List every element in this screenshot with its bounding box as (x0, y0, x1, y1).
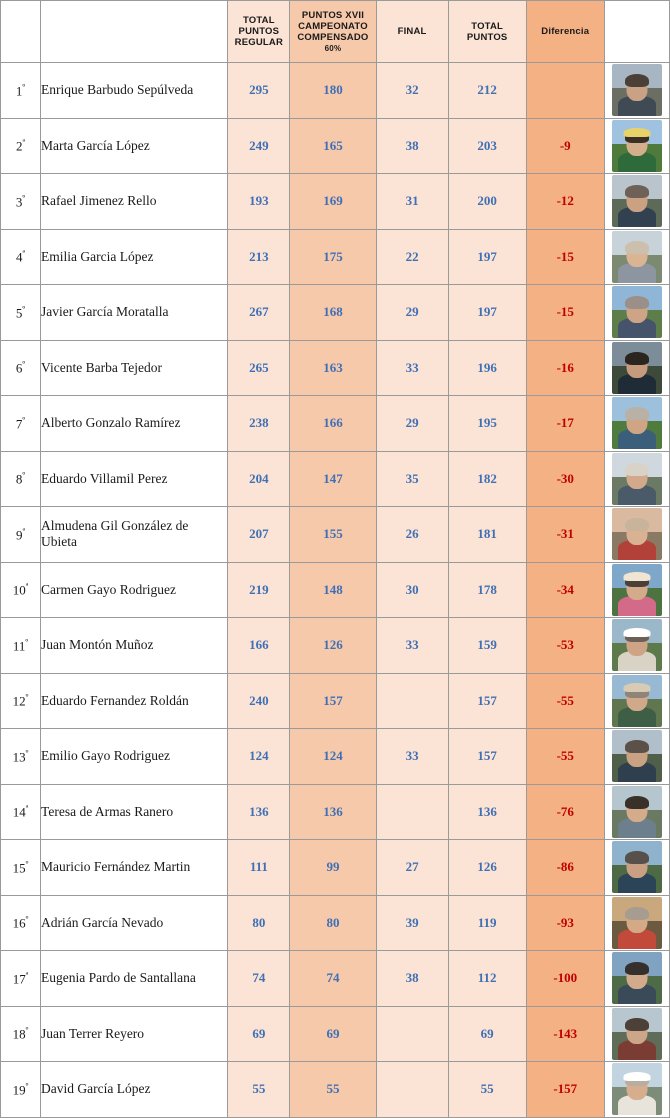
position-number: 17 (12, 970, 26, 986)
position-number: 14 (12, 804, 26, 820)
position-ordinal: º (22, 192, 26, 203)
avatar-hair (625, 907, 649, 920)
cell-compensado: 168 (290, 285, 376, 341)
avatar-cap (623, 683, 650, 692)
cell-total-puntos: 197 (448, 285, 526, 341)
avatar-hair (625, 74, 649, 87)
cell-photo (604, 618, 669, 674)
cell-compensado: 165 (290, 118, 376, 174)
table-row (1, 562, 670, 618)
position-ordinal: º (25, 1025, 29, 1036)
header-total-regular (228, 1, 290, 63)
cell-player-name: Juan Terrer Reyero (41, 1006, 228, 1062)
cell-position (1, 174, 41, 230)
cell-total-puntos: 157 (448, 673, 526, 729)
cell-player-name: Eugenia Pardo de Santallana (41, 951, 228, 1007)
position-ordinal: º (25, 858, 29, 869)
table-row (1, 396, 670, 452)
avatar (612, 786, 662, 838)
cell-total-puntos: 157 (448, 729, 526, 785)
cell-total-puntos: 197 (448, 229, 526, 285)
cell-diferencia: -17 (526, 396, 604, 452)
cell-photo (604, 784, 669, 840)
cell-final: 33 (376, 340, 448, 396)
cell-total-regular: 124 (228, 729, 290, 785)
cell-diferencia: -31 (526, 507, 604, 563)
cell-position (1, 562, 41, 618)
cell-final: 22 (376, 229, 448, 285)
avatar-hair (625, 796, 649, 809)
position-ordinal: ª (25, 969, 29, 980)
table-row (1, 229, 670, 285)
cell-position (1, 673, 41, 729)
cell-player-name: Adrián García Nevado (41, 895, 228, 951)
position-ordinal: º (22, 470, 26, 481)
avatar (612, 564, 662, 616)
cell-player-name: Emilia Garcia López (41, 229, 228, 285)
avatar-hair (625, 962, 649, 975)
position-number: 11 (12, 637, 26, 653)
avatar-hair (625, 851, 649, 864)
header-compensado (290, 1, 376, 63)
header-final: FINAL (376, 1, 448, 63)
cell-compensado: 124 (290, 729, 376, 785)
position-number: 15 (12, 859, 26, 875)
position-number: 10 (12, 582, 26, 598)
avatar (612, 342, 662, 394)
table-row (1, 895, 670, 951)
header-position (1, 1, 41, 63)
cell-compensado: 136 (290, 784, 376, 840)
cell-diferencia: -143 (526, 1006, 604, 1062)
avatar (612, 841, 662, 893)
cell-diferencia: -55 (526, 729, 604, 785)
cell-total-regular: 207 (228, 507, 290, 563)
cell-compensado: 55 (290, 1062, 376, 1118)
avatar (612, 64, 662, 116)
cell-final: 27 (376, 840, 448, 896)
cell-position (1, 340, 41, 396)
cell-player-name: Javier García Moratalla (41, 285, 228, 341)
cell-total-regular: 111 (228, 840, 290, 896)
cell-final: 39 (376, 895, 448, 951)
cell-player-name: Rafael Jimenez Rello (41, 174, 228, 230)
avatar-cap (623, 628, 650, 637)
cell-compensado: 157 (290, 673, 376, 729)
cell-photo (604, 562, 669, 618)
cell-position (1, 618, 41, 674)
header-diferencia: Diferencia (526, 1, 604, 63)
cell-photo (604, 673, 669, 729)
cell-position (1, 895, 41, 951)
avatar (612, 397, 662, 449)
table-row (1, 174, 670, 230)
table-row (1, 63, 670, 119)
cell-photo (604, 396, 669, 452)
cell-total-regular: 204 (228, 451, 290, 507)
cell-diferencia: -86 (526, 840, 604, 896)
cell-position (1, 1006, 41, 1062)
position-number: 12 (12, 693, 26, 709)
cell-photo (604, 507, 669, 563)
position-number: 9 (16, 526, 23, 542)
avatar-hair (625, 740, 649, 753)
cell-diferencia: -34 (526, 562, 604, 618)
position-number: 7 (15, 415, 23, 431)
cell-diferencia: -30 (526, 451, 604, 507)
avatar-hair (625, 352, 649, 365)
table-row (1, 951, 670, 1007)
cell-position (1, 1062, 41, 1118)
cell-diferencia: -55 (526, 673, 604, 729)
avatar (612, 675, 662, 727)
cell-total-puntos: 182 (448, 451, 526, 507)
cell-compensado: 148 (290, 562, 376, 618)
cell-photo (604, 1062, 669, 1118)
cell-player-name: David García López (41, 1062, 228, 1118)
position-number: 1 (15, 82, 23, 98)
cell-position (1, 285, 41, 341)
cell-total-regular: 249 (228, 118, 290, 174)
cell-diferencia: -9 (526, 118, 604, 174)
cell-player-name: Mauricio Fernández Martin (41, 840, 228, 896)
avatar-cap (623, 128, 650, 137)
cell-compensado: 175 (290, 229, 376, 285)
cell-final: 33 (376, 618, 448, 674)
table-row (1, 285, 670, 341)
cell-photo (604, 451, 669, 507)
avatar (612, 453, 662, 505)
cell-compensado: 180 (290, 63, 376, 119)
position-number: 18 (12, 1026, 26, 1042)
cell-diferencia: -93 (526, 895, 604, 951)
avatar (612, 1063, 662, 1115)
cell-total-regular: 80 (228, 895, 290, 951)
header-total-regular-l2: PUNTOS (238, 26, 280, 37)
cell-total-puntos: 136 (448, 784, 526, 840)
cell-final (376, 784, 448, 840)
header-name (41, 1, 228, 63)
cell-total-regular: 238 (228, 396, 290, 452)
position-number: 2 (16, 138, 23, 154)
cell-total-puntos: 159 (448, 618, 526, 674)
cell-total-puntos: 55 (448, 1062, 526, 1118)
table-row (1, 618, 670, 674)
cell-diferencia: -15 (526, 285, 604, 341)
avatar (612, 231, 662, 283)
cell-position (1, 729, 41, 785)
avatar (612, 286, 662, 338)
cell-compensado: 166 (290, 396, 376, 452)
cell-player-name: Vicente Barba Tejedor (41, 340, 228, 396)
cell-total-puntos: 200 (448, 174, 526, 230)
cell-compensado: 99 (290, 840, 376, 896)
cell-final: 33 (376, 729, 448, 785)
position-ordinal: º (22, 303, 26, 314)
cell-player-name: Eduardo Fernandez Roldán (41, 673, 228, 729)
table-row (1, 673, 670, 729)
cell-position (1, 507, 41, 563)
avatar (612, 175, 662, 227)
cell-diferencia: -76 (526, 784, 604, 840)
avatar (612, 897, 662, 949)
avatar-hair (625, 407, 649, 420)
cell-player-name: Juan Montón Muñoz (41, 618, 228, 674)
avatar (612, 619, 662, 671)
cell-diferencia: -157 (526, 1062, 604, 1118)
position-number: 3 (15, 193, 23, 209)
cell-final: 35 (376, 451, 448, 507)
table-row (1, 729, 670, 785)
cell-total-puntos: 196 (448, 340, 526, 396)
header-compensado-l3: COMPENSADO (297, 31, 369, 43)
cell-diferencia: -12 (526, 174, 604, 230)
cell-compensado: 80 (290, 895, 376, 951)
cell-position (1, 951, 41, 1007)
cell-total-puntos: 126 (448, 840, 526, 896)
table-row (1, 507, 670, 563)
cell-player-name: Emilio Gayo Rodriguez (41, 729, 228, 785)
avatar-cap (623, 1072, 650, 1081)
cell-compensado: 163 (290, 340, 376, 396)
table-row (1, 118, 670, 174)
cell-total-regular: 193 (228, 174, 290, 230)
cell-player-name: Almudena Gil González de Ubieta (41, 507, 228, 563)
position-ordinal: ª (25, 803, 29, 814)
cell-photo (604, 895, 669, 951)
cell-player-name: Teresa de Armas Ranero (41, 784, 228, 840)
cell-final (376, 1062, 448, 1118)
cell-compensado: 147 (290, 451, 376, 507)
cell-player-name: Alberto Gonzalo Ramírez (41, 396, 228, 452)
header-compensado-l1: PUNTOS XVII (301, 9, 365, 21)
cell-total-regular: 219 (228, 562, 290, 618)
cell-total-regular: 267 (228, 285, 290, 341)
position-ordinal: º (25, 1080, 29, 1091)
header-compensado-l4: 60% (324, 43, 342, 53)
avatar-cap (623, 572, 650, 581)
position-ordinal: ª (22, 248, 26, 259)
table-row (1, 451, 670, 507)
cell-player-name: Eduardo Villamil Perez (41, 451, 228, 507)
cell-position (1, 396, 41, 452)
position-ordinal: ª (25, 581, 29, 592)
position-number: 4 (16, 249, 23, 265)
cell-final: 30 (376, 562, 448, 618)
avatar (612, 1008, 662, 1060)
position-ordinal: º (25, 692, 29, 703)
header-total-regular-l3: REGULAR (234, 37, 284, 48)
cell-total-puntos: 119 (448, 895, 526, 951)
cell-player-name: Carmen Gayo Rodriguez (41, 562, 228, 618)
cell-final (376, 1006, 448, 1062)
cell-photo (604, 340, 669, 396)
avatar (612, 952, 662, 1004)
position-ordinal: º (22, 81, 26, 92)
avatar (612, 120, 662, 172)
position-ordinal: º (25, 914, 29, 925)
cell-total-regular: 166 (228, 618, 290, 674)
cell-total-regular: 295 (228, 63, 290, 119)
table-header-row (1, 1, 670, 63)
position-ordinal: ª (22, 137, 26, 148)
cell-photo (604, 63, 669, 119)
cell-total-puntos: 195 (448, 396, 526, 452)
cell-diferencia: -16 (526, 340, 604, 396)
avatar-hair (625, 518, 649, 531)
cell-total-puntos: 178 (448, 562, 526, 618)
cell-total-puntos: 212 (448, 63, 526, 119)
cell-final: 31 (376, 174, 448, 230)
cell-total-puntos: 112 (448, 951, 526, 1007)
position-ordinal: º (22, 414, 26, 425)
avatar (612, 508, 662, 560)
position-number: 16 (12, 915, 26, 931)
cell-final (376, 673, 448, 729)
cell-final: 32 (376, 63, 448, 119)
avatar-hair (625, 463, 649, 476)
cell-compensado: 69 (290, 1006, 376, 1062)
cell-photo (604, 729, 669, 785)
cell-photo (604, 118, 669, 174)
cell-photo (604, 951, 669, 1007)
cell-total-puntos: 69 (448, 1006, 526, 1062)
position-ordinal: º (25, 636, 29, 647)
cell-total-regular: 74 (228, 951, 290, 1007)
cell-final: 38 (376, 118, 448, 174)
header-total-puntos-l1: TOTAL (471, 20, 504, 32)
table-row (1, 840, 670, 896)
table-row (1, 784, 670, 840)
cell-total-regular: 265 (228, 340, 290, 396)
position-ordinal: º (22, 359, 26, 370)
avatar-hair (625, 241, 649, 254)
avatar-hair (625, 1018, 649, 1031)
cell-player-name: Enrique Barbudo Sepúlveda (41, 63, 228, 119)
position-number: 8 (15, 471, 23, 487)
cell-photo (604, 840, 669, 896)
cell-compensado: 155 (290, 507, 376, 563)
table-row (1, 1006, 670, 1062)
cell-total-regular: 240 (228, 673, 290, 729)
avatar-hair (625, 185, 649, 198)
cell-player-name: Marta García López (41, 118, 228, 174)
header-photo (604, 1, 669, 63)
cell-position (1, 63, 41, 119)
cell-position (1, 840, 41, 896)
position-number: 6 (15, 360, 23, 376)
avatar-hair (625, 296, 649, 309)
header-total-puntos-l2: PUNTOS (466, 31, 508, 43)
cell-total-regular: 136 (228, 784, 290, 840)
cell-total-puntos: 203 (448, 118, 526, 174)
position-number: 19 (12, 1081, 26, 1097)
cell-compensado: 74 (290, 951, 376, 1007)
header-total-regular-l1: TOTAL (242, 15, 275, 26)
avatar (612, 730, 662, 782)
cell-diferencia: -53 (526, 618, 604, 674)
cell-diferencia: -100 (526, 951, 604, 1007)
position-ordinal: ª (22, 525, 26, 536)
cell-diferencia: -15 (526, 229, 604, 285)
cell-position (1, 118, 41, 174)
cell-photo (604, 174, 669, 230)
table-row (1, 340, 670, 396)
cell-compensado: 169 (290, 174, 376, 230)
position-number: 13 (12, 748, 26, 764)
cell-photo (604, 1006, 669, 1062)
cell-photo (604, 285, 669, 341)
cell-diferencia (526, 63, 604, 119)
cell-total-regular: 69 (228, 1006, 290, 1062)
cell-total-regular: 213 (228, 229, 290, 285)
cell-total-puntos: 181 (448, 507, 526, 563)
cell-position (1, 451, 41, 507)
cell-final: 29 (376, 396, 448, 452)
header-compensado-l2: CAMPEONATO (298, 20, 368, 32)
header-total-puntos (448, 1, 526, 63)
cell-final: 26 (376, 507, 448, 563)
position-number: 5 (15, 304, 23, 320)
position-ordinal: º (25, 747, 29, 758)
cell-position (1, 784, 41, 840)
cell-final: 38 (376, 951, 448, 1007)
cell-final: 29 (376, 285, 448, 341)
cell-photo (604, 229, 669, 285)
cell-total-regular: 55 (228, 1062, 290, 1118)
cell-compensado: 126 (290, 618, 376, 674)
cell-position (1, 229, 41, 285)
table-row (1, 1062, 670, 1118)
